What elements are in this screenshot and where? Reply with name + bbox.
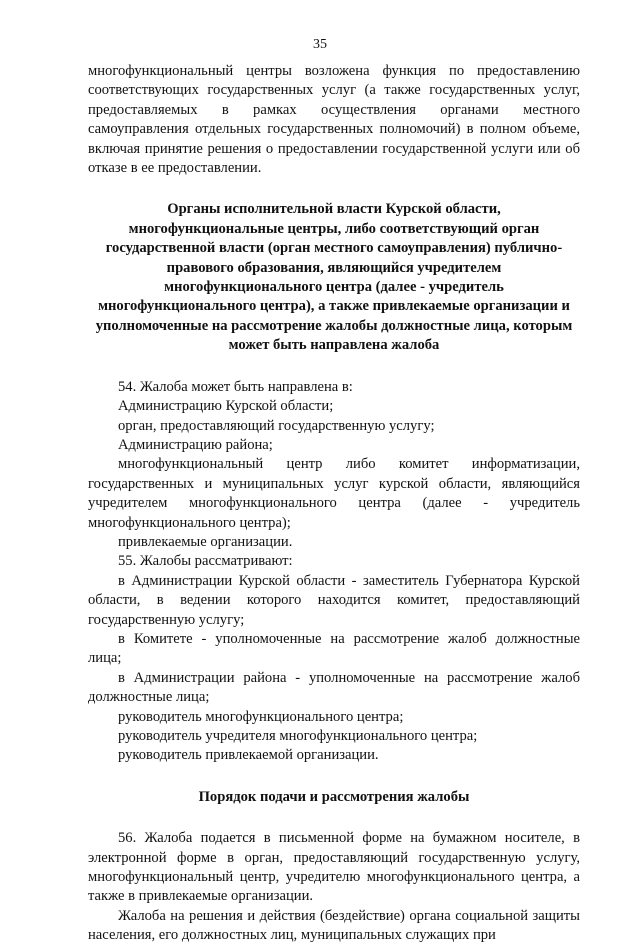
page-number: 35 (313, 37, 327, 52)
list-item: руководитель привлекаемой организации. (118, 747, 379, 764)
list-item: Администрацию Курской области; (118, 398, 334, 415)
section-55-lead: 55. Жалобы рассматривают: (118, 553, 293, 570)
section-56-paragraph: 56. Жалоба подается в письменной форме на бумажном носителе, в электронной форме в орган, предоставляющий государственную услугу, многофункциональный центр, учредителю многофункционального центра, а также в привлекаемые организации. (88, 830, 580, 905)
list-item: в Администрации Курской области - заместитель Губернатора Курской области, в ведении которого находится комитет, предоставляющий государственную услугу; (88, 572, 580, 628)
list-item: руководитель учредителя многофункционального центра; (118, 728, 478, 744)
list-item: многофункциональный центр либо комитет информатизации, государственных и муниципальных услуг курской области, являющийся учредителем многофункционального центра (далее - учредитель многофункционального центра); (88, 456, 580, 531)
section-heading-complaint-bodies: Органы исполнительной власти Курской области, многофункциональные центры, либо соответствующий орган государственной власти (орган местного самоуправления) публично-правового образования, являющийся учредителем многофункционального центра (далее - учредитель многофункционального центра), а также привлекаемые организации и уполномоченные на рассмотрение жалобы должностные лица, которым может быть направлена жалоба (95, 201, 573, 354)
document-body (88, 62, 580, 946)
list-item: в Комитете - уполномоченные на рассмотрение жалоб должностные лица; (88, 630, 580, 667)
list-item: руководитель многофункционального центра; (118, 708, 404, 725)
intro-paragraph: многофункциональный центры возложена функция по предоставлению соответствующих государственных услуг (а также государственных услуг, предоставляемых в рамках осуществления органами местного самоуправления отдельных государственных полномочий) в полном объеме, включая принятие решения о предоставлении государственной услуги или об отказе в ее предоставлении. (88, 63, 580, 177)
list-item: орган, предоставляющий государственную услугу; (118, 417, 435, 434)
section-heading-complaint-procedure: Порядок подачи и рассмотрения жалобы (198, 788, 470, 805)
list-item: привлекаемые организации. (118, 533, 293, 550)
section-56-continuation: Жалоба на решения и действия (бездействие) органа социальной защиты населения, его должностных лиц, муниципальных служащих при (88, 907, 580, 944)
list-item: Администрацию района; (118, 436, 273, 453)
section-54-lead: 54. Жалоба может быть направлена в: (118, 378, 353, 395)
list-item: в Администрации района - уполномоченные на рассмотрение жалоб должностные лица; (88, 669, 580, 706)
